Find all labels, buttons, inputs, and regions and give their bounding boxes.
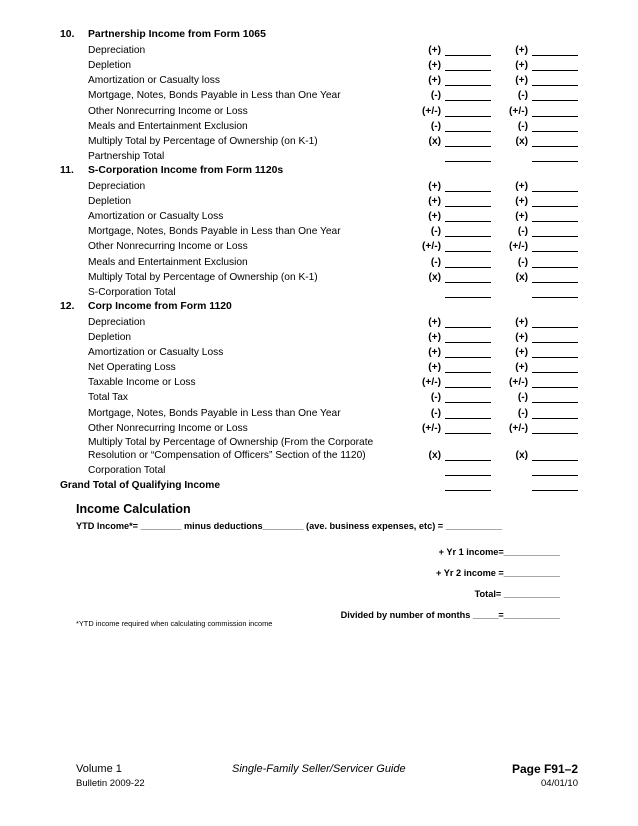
- sign-label: (-): [517, 120, 528, 132]
- amount-blank[interactable]: [532, 161, 578, 162]
- amount-cell: [399, 180, 491, 194]
- amount-cell: [486, 135, 578, 149]
- line-item-label: Depletion: [88, 60, 132, 72]
- line-item-label: Depreciation: [88, 316, 146, 328]
- amount-cell: [486, 449, 578, 463]
- amount-blank[interactable]: [445, 490, 491, 491]
- sign-label: (+): [515, 316, 528, 328]
- amount-blank[interactable]: [445, 206, 491, 207]
- sign-label: (x): [428, 271, 441, 283]
- line-item-row: [88, 361, 638, 375]
- grand-total-label: Grand Total of Qualifying Income: [60, 479, 220, 491]
- amount-cell: [399, 331, 491, 345]
- amount-cell: [399, 479, 491, 493]
- ytd-income-line[interactable]: YTD Income*= ________ minus deductions________ (ave. business expenses, etc) = ___________: [76, 521, 502, 531]
- amount-cell: [399, 407, 491, 421]
- amount-blank[interactable]: [532, 131, 578, 132]
- amount-blank[interactable]: [532, 70, 578, 71]
- amount-cell: [486, 225, 578, 239]
- amount-cell: [486, 180, 578, 194]
- line-item-row: [88, 195, 638, 209]
- amount-cell: [399, 195, 491, 209]
- line-item-row: [88, 422, 638, 436]
- line-item-row: [88, 180, 638, 194]
- sign-label: (+): [515, 181, 528, 192]
- section-heading: [60, 301, 232, 312]
- amount-cell: [486, 240, 578, 254]
- line-item-row: [88, 74, 638, 88]
- line-item-label: Total Tax: [88, 392, 129, 404]
- sign-label: (+): [428, 347, 441, 359]
- amount-cell: [486, 286, 578, 300]
- amount-cell: [486, 422, 578, 436]
- amount-cell: [399, 346, 491, 360]
- amount-blank[interactable]: [532, 236, 578, 237]
- sign-label: (+/-): [509, 377, 528, 389]
- amount-blank[interactable]: [445, 70, 491, 71]
- amount-cell: [399, 422, 491, 436]
- line-item-label: Amortization or Casualty loss: [88, 75, 220, 87]
- amount-blank[interactable]: [532, 100, 578, 101]
- line-item-row: [88, 331, 638, 345]
- footer-guide-title: Single-Family Seller/Servicer Guide: [232, 763, 406, 775]
- sign-label: (-): [430, 256, 441, 268]
- amount-cell: [486, 407, 578, 421]
- amount-cell: [486, 464, 578, 478]
- sign-label: (-): [517, 392, 528, 404]
- amount-blank[interactable]: [532, 206, 578, 207]
- section-title: Corp Income from Form 1120: [88, 300, 232, 312]
- amount-blank[interactable]: [532, 251, 578, 252]
- line-item-label: Partnership Total: [88, 150, 165, 162]
- amount-blank[interactable]: [532, 297, 578, 298]
- line-item-row: [88, 150, 638, 164]
- amount-cell: [486, 195, 578, 209]
- sign-label: (+): [428, 211, 441, 223]
- footer-bulletin: Bulletin 2009-22: [76, 778, 145, 789]
- footer-volume: Volume 1: [76, 763, 122, 775]
- section-heading: [60, 29, 266, 40]
- sign-label: (+/-): [422, 241, 441, 253]
- amount-cell: [486, 479, 578, 493]
- sign-label: (+/-): [509, 422, 528, 434]
- amount-blank[interactable]: [532, 387, 578, 388]
- amount-blank[interactable]: [532, 116, 578, 117]
- line-item-row: [88, 135, 638, 149]
- amount-cell: [399, 59, 491, 73]
- amount-cell: [486, 376, 578, 390]
- line-item-row: [88, 346, 638, 360]
- line-item-row: [88, 449, 638, 463]
- total-row: [88, 464, 638, 478]
- amount-cell: [486, 391, 578, 405]
- amount-blank[interactable]: [445, 402, 491, 403]
- footer-page-number: Page F91–2: [511, 762, 578, 776]
- sign-label: (+): [515, 60, 528, 72]
- ytd-footnote: *YTD income required when calculating commission income: [76, 619, 273, 628]
- amount-blank[interactable]: [445, 251, 491, 252]
- amount-blank[interactable]: [445, 131, 491, 132]
- section-number: 11.: [60, 164, 74, 176]
- sign-label: (+): [428, 332, 441, 343]
- amount-blank[interactable]: [445, 100, 491, 101]
- sign-label: (+): [515, 362, 528, 374]
- sign-label: (+): [428, 316, 441, 328]
- amount-blank[interactable]: [445, 433, 491, 434]
- line-item-label: Other Nonrecurring Income or Loss: [88, 422, 248, 434]
- line-item-label: Meals and Entertainment Exclusion: [88, 120, 248, 132]
- amount-blank[interactable]: [445, 267, 491, 268]
- total-label: Corporation Total: [88, 464, 166, 476]
- line-item-row: [88, 120, 638, 134]
- line-item-row: [88, 44, 638, 58]
- sign-label: (+): [515, 45, 528, 57]
- sign-label: (-): [430, 226, 441, 238]
- sign-label: (+/-): [422, 422, 441, 434]
- amount-cell: [399, 449, 491, 463]
- amount-blank[interactable]: [445, 372, 491, 373]
- amount-blank[interactable]: [445, 357, 491, 358]
- line-item-row: [88, 376, 638, 390]
- line-item-label: Multiply Total by Percentage of Ownership (on K-1): [88, 135, 318, 147]
- line-item-label: Mortgage, Notes, Bonds Payable in Less than One Year: [88, 90, 341, 102]
- line-item-label: Meals and Entertainment Exclusion: [88, 256, 248, 268]
- amount-blank[interactable]: [445, 475, 491, 476]
- amount-cell: [486, 105, 578, 119]
- amount-blank[interactable]: [445, 116, 491, 117]
- line-item-row: [88, 407, 638, 421]
- amount-blank[interactable]: [532, 85, 578, 86]
- line-item-label: Mortgage, Notes, Bonds Payable in Less than One Year: [88, 407, 341, 419]
- line-item-label: Other Nonrecurring Income or Loss: [88, 241, 248, 253]
- amount-blank[interactable]: [445, 161, 491, 162]
- sign-label: (+/-): [509, 241, 528, 253]
- line-item-row: [88, 316, 638, 330]
- amount-blank[interactable]: [532, 342, 578, 343]
- amount-cell: [486, 120, 578, 134]
- amount-cell: [399, 74, 491, 88]
- section-heading: [60, 165, 283, 176]
- amount-blank[interactable]: [445, 342, 491, 343]
- amount-cell: [486, 361, 578, 375]
- amount-cell: [399, 225, 491, 239]
- amount-blank[interactable]: [532, 327, 578, 328]
- amount-blank[interactable]: [445, 327, 491, 328]
- line-item-label: Depletion: [88, 196, 132, 208]
- amount-blank[interactable]: [532, 372, 578, 373]
- amount-blank[interactable]: [445, 460, 491, 461]
- section-number: 10.: [60, 29, 75, 40]
- amount-blank[interactable]: [445, 85, 491, 86]
- line-item-label: S-Corporation Total: [88, 286, 176, 298]
- line-item-row: [88, 210, 638, 224]
- line-item-row: [88, 59, 638, 73]
- line-item-row: [88, 271, 638, 285]
- amount-blank[interactable]: [445, 236, 491, 237]
- sign-label: (x): [428, 449, 441, 461]
- amount-cell: [486, 89, 578, 103]
- line-item-label: Taxable Income or Loss: [88, 377, 196, 389]
- amount-blank[interactable]: [532, 460, 578, 461]
- amount-blank[interactable]: [445, 221, 491, 222]
- amount-blank[interactable]: [445, 146, 491, 147]
- amount-cell: [486, 256, 578, 270]
- line-item-label: Depreciation: [88, 181, 146, 192]
- amount-blank[interactable]: [532, 357, 578, 358]
- line-item-row: [88, 286, 638, 300]
- line-item-row: [88, 240, 638, 254]
- total-income-line[interactable]: Total= ___________: [474, 589, 560, 599]
- sign-label: (+/-): [509, 105, 528, 117]
- line-item-row: [88, 105, 638, 119]
- line-item-label: Net Operating Loss: [88, 362, 176, 374]
- amount-cell: [486, 74, 578, 88]
- amount-blank[interactable]: [445, 191, 491, 192]
- sign-label: (-): [517, 256, 528, 268]
- amount-cell: [399, 120, 491, 134]
- amount-cell: [399, 240, 491, 254]
- sign-label: (x): [515, 449, 528, 461]
- amount-cell: [399, 391, 491, 405]
- amount-blank[interactable]: [532, 221, 578, 222]
- line-item-label: Other Nonrecurring Income or Loss: [88, 105, 248, 117]
- sign-label: (-): [430, 407, 441, 419]
- amount-cell: [399, 256, 491, 270]
- amount-cell: [486, 346, 578, 360]
- footer-date: 04/01/10: [541, 778, 578, 789]
- amount-blank[interactable]: [445, 387, 491, 388]
- line-item-label: Resolution or “Compensation of Officers” Section of the 1120): [88, 449, 366, 461]
- amount-cell: [399, 361, 491, 375]
- amount-cell: [399, 105, 491, 119]
- divided-by-months-line[interactable]: Divided by number of months _____=___________: [340, 610, 560, 620]
- amount-blank[interactable]: [532, 55, 578, 56]
- amount-cell: [399, 316, 491, 330]
- amount-cell: [399, 44, 491, 58]
- line-item-label: Mortgage, Notes, Bonds Payable in Less than One Year: [88, 226, 341, 238]
- amount-blank[interactable]: [532, 433, 578, 434]
- line-item-label: Multiply Total by Percentage of Ownership (on K-1): [88, 271, 318, 283]
- amount-blank[interactable]: [445, 297, 491, 298]
- amount-blank[interactable]: [532, 490, 578, 491]
- sign-label: (x): [515, 135, 528, 147]
- line-item-row: [88, 256, 638, 270]
- amount-blank[interactable]: [532, 267, 578, 268]
- amount-blank[interactable]: [445, 282, 491, 283]
- sign-label: (+/-): [422, 377, 441, 389]
- amount-blank[interactable]: [532, 146, 578, 147]
- amount-blank[interactable]: [445, 55, 491, 56]
- sign-label: (+): [428, 45, 441, 57]
- amount-cell: [399, 89, 491, 103]
- amount-blank[interactable]: [532, 402, 578, 403]
- amount-blank[interactable]: [445, 418, 491, 419]
- line-item-row: [88, 89, 638, 103]
- section-title: S-Corporation Income from Form 1120s: [88, 164, 284, 176]
- sign-label: (+): [428, 362, 441, 374]
- section-number: 12.: [60, 300, 75, 312]
- amount-blank[interactable]: [532, 418, 578, 419]
- amount-cell: [486, 331, 578, 345]
- sign-label: (-): [517, 226, 528, 238]
- grand-total-row: [60, 479, 638, 493]
- year2-income-line[interactable]: + Yr 2 income =___________: [436, 568, 560, 578]
- sign-label: (-): [517, 407, 528, 419]
- sign-label: (+): [515, 332, 528, 343]
- sign-label: (-): [430, 392, 441, 404]
- line-item-row: [88, 225, 638, 239]
- sign-label: (-): [430, 120, 441, 132]
- line-item-label: Depletion: [88, 332, 132, 343]
- sign-label: (x): [515, 271, 528, 283]
- income-calculation-title: Income Calculation: [76, 502, 191, 516]
- amount-blank[interactable]: [532, 191, 578, 192]
- sign-label: (+): [428, 75, 441, 87]
- sign-label: (+): [515, 75, 528, 87]
- multiline-label-1: Multiply Total by Percentage of Ownership (From the Corporate: [88, 436, 374, 448]
- amount-cell: [486, 59, 578, 73]
- amount-cell: [399, 150, 491, 164]
- sign-label: (x): [428, 135, 441, 147]
- sign-label: (+): [515, 196, 528, 208]
- amount-cell: [486, 44, 578, 58]
- amount-cell: [399, 210, 491, 224]
- sign-label: (+/-): [422, 105, 441, 117]
- amount-cell: [399, 286, 491, 300]
- sign-label: (+): [515, 347, 528, 359]
- amount-cell: [399, 464, 491, 478]
- amount-cell: [399, 271, 491, 285]
- amount-cell: [486, 150, 578, 164]
- amount-blank[interactable]: [532, 282, 578, 283]
- amount-cell: [399, 135, 491, 149]
- line-item-label: Amortization or Casualty Loss: [88, 211, 224, 223]
- sign-label: (-): [517, 90, 528, 102]
- amount-cell: [486, 210, 578, 224]
- sign-label: (+): [428, 60, 441, 72]
- amount-cell: [486, 271, 578, 285]
- section-title: Partnership Income from Form 1065: [88, 29, 266, 40]
- sign-label: (+): [428, 181, 441, 192]
- line-item-label: Depreciation: [88, 45, 146, 57]
- sign-label: (+): [428, 196, 441, 208]
- line-item-row: [88, 391, 638, 405]
- sign-label: (-): [430, 90, 441, 102]
- amount-cell: [399, 376, 491, 390]
- line-item-label: Amortization or Casualty Loss: [88, 347, 224, 359]
- sign-label: (+): [515, 211, 528, 223]
- year1-income-line[interactable]: + Yr 1 income=___________: [438, 547, 560, 557]
- amount-blank[interactable]: [532, 475, 578, 476]
- amount-cell: [486, 316, 578, 330]
